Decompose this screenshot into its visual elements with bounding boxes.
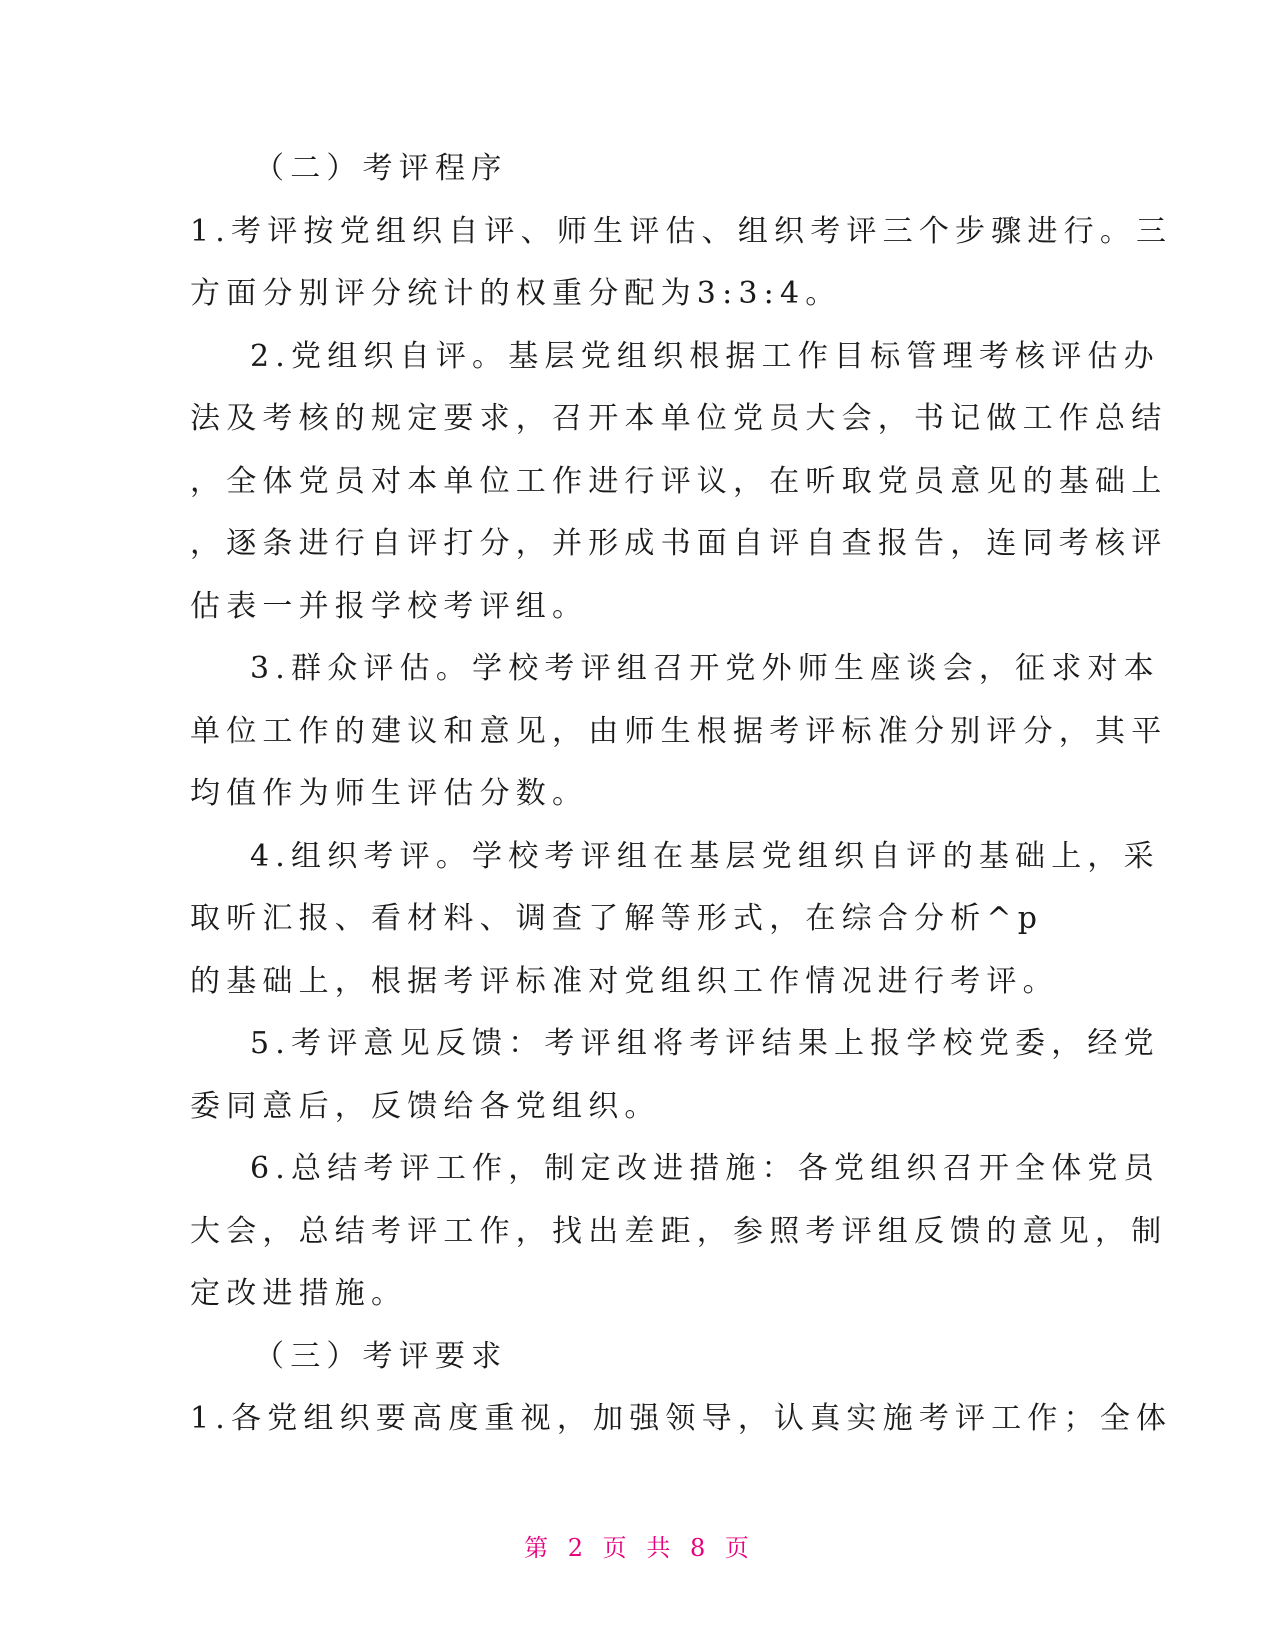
paragraph-line: 1.各党组织要高度重视，加强领导，认真实施考评工作；全体 [190,1401,1173,1436]
footer-total-word: 共 [646,1534,673,1562]
footer-total-pages: 8 [689,1534,708,1562]
section-heading: （二）考评程序 [254,151,508,186]
paragraph-line: 3.群众评估。学校考评组召开党外师生座谈会，征求对本 [250,651,1160,686]
paragraph-line: ，全体党员对本单位工作进行评议，在听取党员意见的基础上 [190,463,1168,499]
footer-prefix: 第 [524,1534,551,1562]
paragraph-line: ，逐条进行自评打分，并形成书面自评自查报告，连同考核评 [190,526,1168,561]
page-footer [0,1528,1275,1563]
paragraph-line: 1.考评按党组织自评、师生评估、组织考评三个步骤进行。三 [190,213,1173,249]
paragraph-line: 估表一并报学校考评组。 [190,588,589,624]
paragraph-line: 的基础上，根据考评标准对党组织工作情况进行考评。 [190,963,1059,999]
paragraph-line: 单位工作的建议和意见，由师生根据考评标准分别评分，其平 [190,713,1168,749]
paragraph-line: 4.组织考评。学校考评组在基层党组织自评的基础上，采 [250,838,1160,874]
document-body [190,138,1173,1451]
paragraph-line: 法及考核的规定要求，召开本单位党员大会，书记做工作总结 [190,401,1168,436]
section-heading: （三）考评要求 [254,1338,508,1374]
footer-page-word: 页 [602,1534,629,1562]
paragraph-line: 均值作为师生评估分数。 [190,776,589,811]
footer-current-page: 2 [567,1534,586,1562]
paragraph-line: 6.总结考评工作，制定改进措施：各党组织召开全体党员 [250,1151,1160,1186]
paragraph-line: 大会，总结考评工作，找出差距，参照考评组反馈的意见，制 [190,1213,1168,1249]
footer-suffix: 页 [724,1534,751,1562]
paragraph-line: 2.党组织自评。基层党组织根据工作目标管理考核评估办 [250,338,1160,374]
paragraph-line: 定改进措施。 [190,1276,408,1311]
paragraph-line: 委同意后，反馈给各党组织。 [190,1088,661,1124]
paragraph-line: 5.考评意见反馈：考评组将考评结果上报学校党委，经党 [250,1026,1160,1061]
paragraph-line: 方面分别评分统计的权重分配为3:3:4。 [190,276,842,311]
paragraph-line: 取听汇报、看材料、调查了解等形式，在综合分析^p [190,901,1044,936]
